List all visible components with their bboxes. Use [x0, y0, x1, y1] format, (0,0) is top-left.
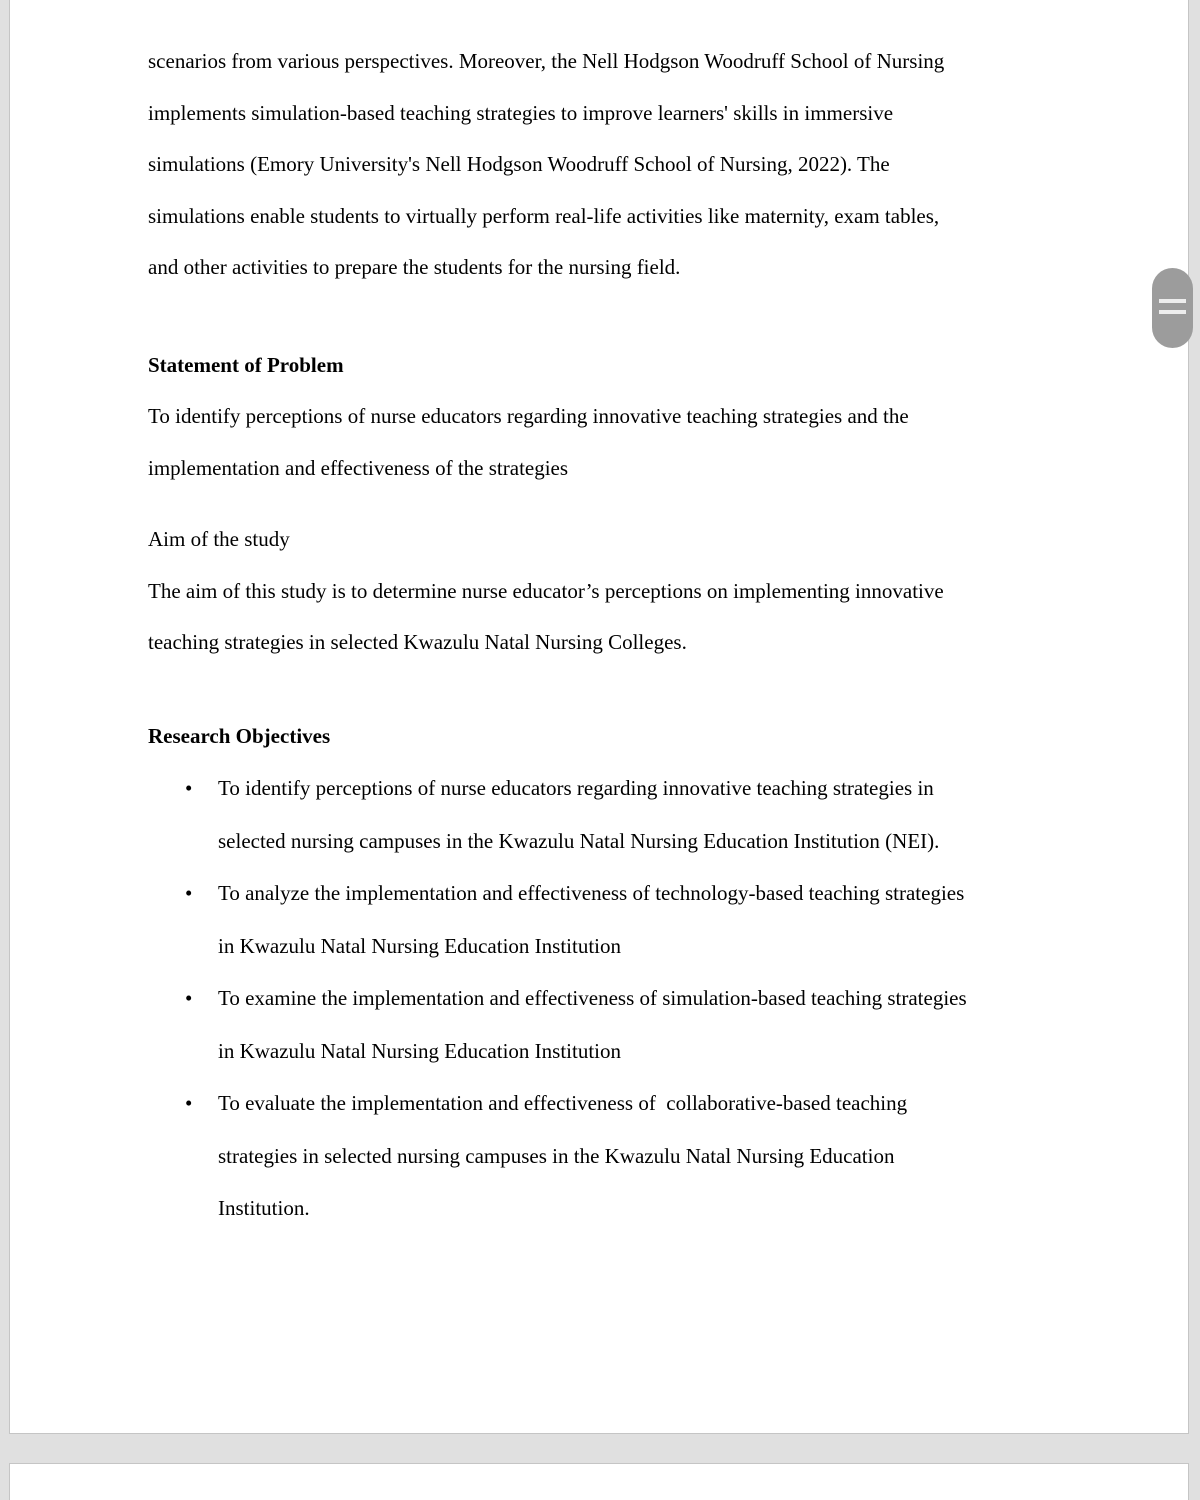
- paragraph-line: in Kwazulu Natal Nursing Education Institution: [218, 1038, 622, 1063]
- list-item-text: [218, 867, 1068, 972]
- paragraph-line: and other activities to prepare the students for the nursing field.: [148, 255, 681, 279]
- list-item: [185, 972, 1068, 1077]
- document-page: [9, 0, 1189, 1434]
- paragraph-line: Institution.: [218, 1196, 310, 1220]
- next-page-preview: [9, 1463, 1189, 1500]
- heading-research-objectives: Research Objectives: [148, 723, 331, 748]
- paragraph-line: To identify perceptions of nurse educators regarding innovative teaching strategies and the: [148, 404, 909, 428]
- paragraph-line: selected nursing campuses in the Kwazulu Natal Nursing Education Institution (NEI).: [218, 828, 940, 853]
- scroll-grip-icon: [1159, 299, 1186, 314]
- paragraph-line: implementation and effectiveness of the strategies: [148, 455, 569, 480]
- paragraph-line: simulations enable students to virtually perform real-life activities like maternity, exam tables,: [148, 203, 940, 228]
- paragraph-line: scenarios from various perspectives. Moreover, the Nell Hodgson Woodruff School of Nursing: [148, 49, 945, 73]
- paragraph-line: To examine the implementation and effectiveness of simulation-based teaching strategies: [218, 986, 967, 1010]
- paragraph-line: To analyze the implementation and effectiveness of technology-based teaching strategies: [218, 881, 965, 905]
- list-item: [185, 762, 1068, 867]
- statement-of-problem-paragraph: [148, 391, 1068, 494]
- list-item-text: [218, 972, 1068, 1077]
- paragraph-line: teaching strategies in selected Kwazulu Natal Nursing Colleges.: [148, 630, 687, 654]
- grip-line: [1159, 299, 1186, 303]
- bullet-icon: •: [185, 776, 193, 800]
- page-content: [10, 0, 1188, 1235]
- paragraph-line: To evaluate the implementation and effectiveness of collaborative-based teaching: [218, 1091, 908, 1115]
- list-item: [185, 867, 1068, 972]
- bullet-icon: •: [185, 1091, 193, 1115]
- bullet-icon: •: [185, 986, 193, 1010]
- heading-aim-of-study: Aim of the study: [148, 527, 290, 551]
- paragraph-line: To identify perceptions of nurse educators regarding innovative teaching strategies in: [218, 776, 934, 800]
- paragraph-line: implements simulation-based teaching strategies to improve learners' skills in immersive: [148, 100, 894, 125]
- list-item-text: [218, 762, 1068, 867]
- research-objectives-list: [148, 762, 1068, 1235]
- paragraph-line: strategies in selected nursing campuses in the Kwazulu Natal Nursing Education: [218, 1143, 895, 1168]
- paragraph-line: simulations (Emory University's Nell Hodgson Woodruff School of Nursing, 2022). The: [148, 152, 890, 176]
- list-item-text: [218, 1077, 1068, 1235]
- scrollbar-thumb[interactable]: [1152, 268, 1193, 348]
- aim-of-study-paragraph: [148, 566, 1068, 669]
- grip-line: [1159, 310, 1186, 314]
- list-item: [185, 1077, 1068, 1235]
- paragraph-line: in Kwazulu Natal Nursing Education Institution: [218, 933, 622, 958]
- intro-paragraph: [148, 36, 1068, 294]
- heading-statement-of-problem: Statement of Problem: [148, 352, 344, 377]
- paragraph-line: The aim of this study is to determine nurse educator’s perceptions on implementing innovative: [148, 578, 944, 603]
- bullet-icon: •: [185, 881, 193, 905]
